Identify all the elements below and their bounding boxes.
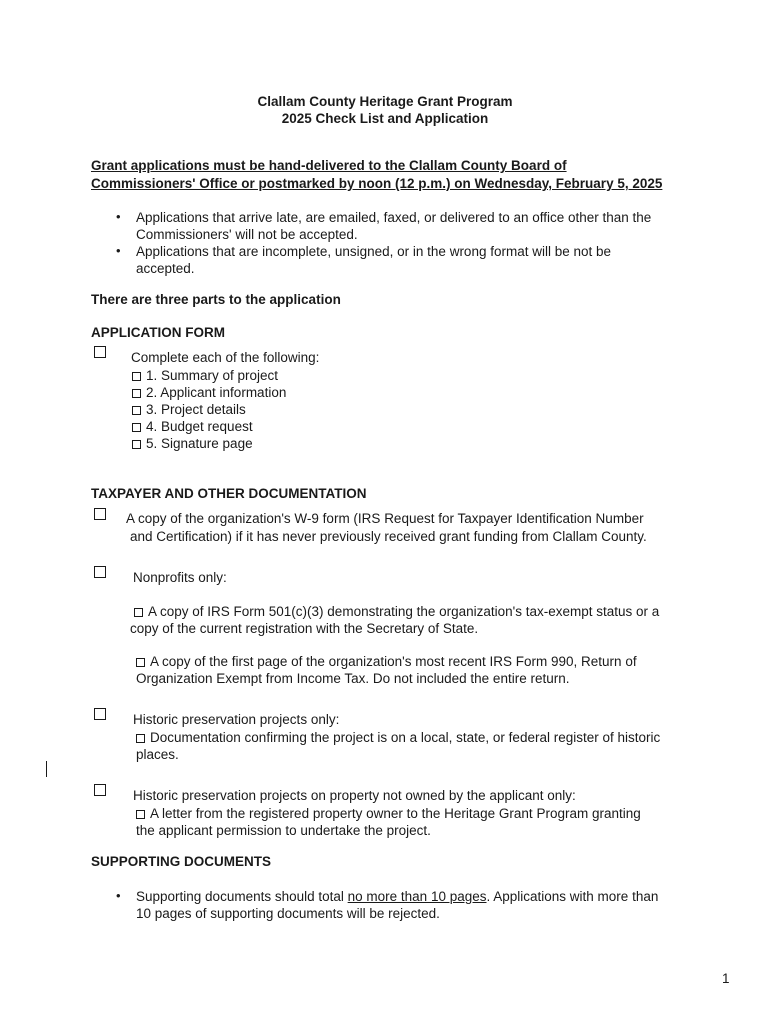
checkbox-not-owned[interactable] xyxy=(94,784,106,796)
not-owned-line-1: A letter from the registered property owner to the Heritage Grant Program granting xyxy=(136,805,641,822)
nonprofits-label: Nonprofits only: xyxy=(133,570,227,585)
rule-incomplete-line-1: Applications that are incomplete, unsigned, or in the wrong format will be not be xyxy=(136,244,612,259)
page-title: Clallam County Heritage Grant Program xyxy=(257,94,513,109)
checkbox-signature[interactable] xyxy=(132,440,141,449)
checkbox-irs501[interactable] xyxy=(134,608,143,617)
supporting-line-1: Supporting documents should total no more than 10 pages. Applications with more than xyxy=(136,889,659,904)
historic-label: Historic preservation projects only: xyxy=(133,712,340,727)
historic-line-1: Documentation confirming the project is on a local, state, or federal register of historic xyxy=(136,729,660,746)
supporting-line-2: 10 pages of supporting documents will be rejected. xyxy=(136,906,440,921)
irs501-line-2: copy of the current registration with the Secretary of State. xyxy=(130,621,479,636)
deadline-line-1: Grant applications must be hand-delivered to the Clallam County Board of xyxy=(91,158,567,173)
checkbox-nonprofits[interactable] xyxy=(94,566,106,578)
page-number: 1 xyxy=(722,971,730,986)
irs990-line-2: Organization Exempt from Income Tax. Do not included the entire return. xyxy=(136,671,570,686)
historic-line-2: places. xyxy=(136,747,179,762)
w9-line-2: and Certification) if it has never previously received grant funding from Clallam County. xyxy=(130,529,647,544)
taxpayer-heading: TAXPAYER AND OTHER DOCUMENTATION xyxy=(91,486,367,501)
checkbox-details[interactable] xyxy=(132,406,141,415)
irs990-line-1: A copy of the first page of the organization's most recent IRS Form 990, Return of xyxy=(136,653,637,670)
list-item: 3. Project details xyxy=(132,401,246,418)
rule-late-line-2: Commissioners' will not be accepted. xyxy=(136,227,358,242)
checkbox-historic[interactable] xyxy=(94,708,106,720)
w9-line-1: A copy of the organization's W-9 form (IRS Request for Taxpayer Identification Number xyxy=(126,511,644,526)
not-owned-label: Historic preservation projects on property not owned by the applicant only: xyxy=(133,788,576,803)
parts-heading: There are three parts to the application xyxy=(91,292,341,307)
list-item: 4. Budget request xyxy=(132,418,253,435)
checkbox-historic-register[interactable] xyxy=(136,734,145,743)
not-owned-line-2: the applicant permission to undertake the project. xyxy=(136,823,431,838)
checkbox-w9[interactable] xyxy=(94,508,106,520)
deadline-line-2: Commissioners' Office or postmarked by noon (12 p.m.) on Wednesday, February 5, 2025 xyxy=(91,176,663,191)
bullet-icon: • xyxy=(116,888,121,903)
bullet-icon: • xyxy=(116,209,121,224)
page-subtitle: 2025 Check List and Application xyxy=(281,111,489,126)
rule-incomplete-line-2: accepted. xyxy=(136,261,195,276)
bullet-icon: • xyxy=(116,243,121,258)
irs501-line-1: A copy of IRS Form 501(c)(3) demonstrating the organization's tax-exempt status or a xyxy=(134,603,659,620)
supporting-heading: SUPPORTING DOCUMENTS xyxy=(91,854,272,869)
list-item: 2. Applicant information xyxy=(132,384,286,401)
checkbox-irs990[interactable] xyxy=(136,658,145,667)
application-form-heading: APPLICATION FORM xyxy=(91,325,225,340)
checkbox-budget[interactable] xyxy=(132,423,141,432)
list-item: 5. Signature page xyxy=(132,435,253,452)
list-item: 1. Summary of project xyxy=(132,367,278,384)
checkbox-owner-letter[interactable] xyxy=(136,810,145,819)
checkbox-application-form[interactable] xyxy=(94,346,106,358)
application-form-intro: Complete each of the following: xyxy=(131,350,320,365)
checkbox-applicant[interactable] xyxy=(132,389,141,398)
text-cursor xyxy=(46,761,47,777)
checkbox-summary[interactable] xyxy=(132,372,141,381)
rule-late-line-1: Applications that arrive late, are emailed, faxed, or delivered to an office other than the xyxy=(136,210,652,225)
